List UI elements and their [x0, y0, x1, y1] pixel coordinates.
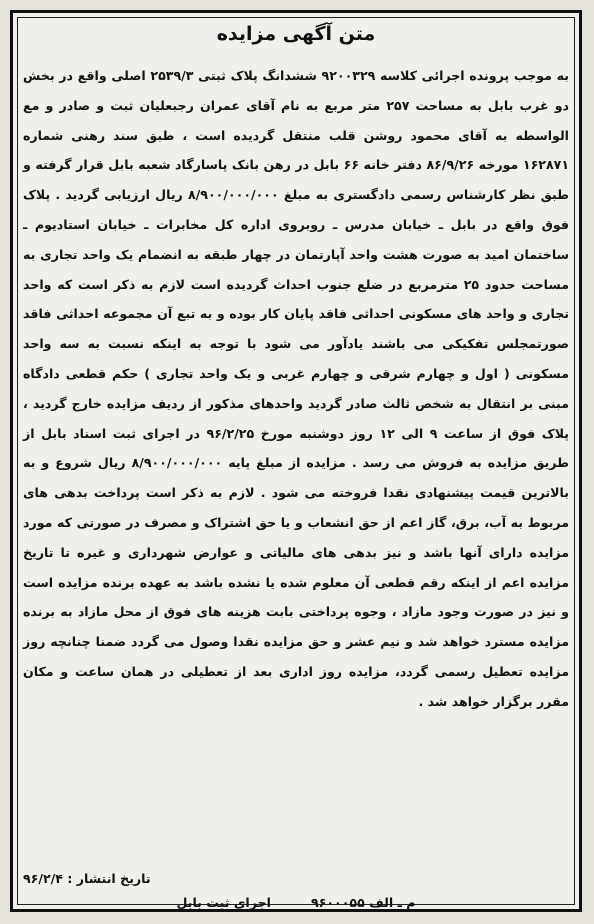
notice-code: م ـ الف ۹۶۰۰۰۵۵: [310, 895, 416, 910]
notice-frame: [10, 10, 582, 912]
notice-body: به موجب پرونده اجرائی کلاسه ۹۲۰۰۳۲۹ ششدانگ پلاک ثبتی ۲۵۳۹/۳ اصلی واقع در بخش دو غرب بابل به مساحت ۲۵۷ متر مربع به نام آقای عمران رجبعلیان ثبت و صادر و مع الواسطه به آقای محمود روشن قلب منتقل گردیده است ، طبق سند رهنی شماره ۱۶۲۸۷۱ مورخه ۸۶/۹/۲۶ دفتر خانه ۶۶ بابل در رهن بانک پاسارگاد شعبه بابل قرار گرفته و طبق نظر کارشناس رسمی دادگستری به مبلغ ۸/۹۰۰/۰۰۰/۰۰۰ ریال ارزیابی گردید . پلاک فوق واقع در بابل ـ خیابان مدرس ـ روبروی اداره کل مخابرات ـ خیابان استادیوم ـ ساختمان امید به صورت هشت واحد آپارتمان در چهار طبقه به انضمام یک واحد تجاری به مساحت حدود ۲۵ مترمربع در ضلع جنوب احداث گردیده است لازم به ذکر است که واحد تجاری و واحد های مسکونی احداثی فاقد پایان کار بوده و به تبع آن مجموعه احداثی فاقد صورتمجلس تفکیکی می باشند یادآور می شود با توجه به اینکه نسبت به سه واحد مسکونی ( اول و چهارم شرقی و چهارم غربی و یک واحد تجاری ) حکم قطعی دادگاه مبنی بر انتقال به شخص ثالث صادر گردید واحدهای مذکور از ردیف مزایده خارج گردید ، پلاک فوق از ساعت ۹ الی ۱۲ روز دوشنبه مورخ ۹۶/۲/۲۵ در اجرای ثبت اسناد بابل از طریق مزایده به فروش می رسد . مزایده از مبلغ پایه ۸/۹۰۰/۰۰۰/۰۰۰ ریال شروع و به بالاترین قیمت پیشنهادی نقدا فروخته می شود . لازم به ذکر است پرداخت بدهی های مربوط به آب، برق، گاز اعم از حق انشعاب و یا حق اشتراک و مصرف در صورتی که مورد مزایده دارای آنها باشد و نیز بدهی های مالیاتی و عوارض شهرداری و غیره تا تاریخ مزایده اعم از اینکه رقم قطعی آن معلوم شده یا نشده باشد به عهده برنده مزایده است و نیز در صورت وجود مازاد ، وجوه پرداختی بابت هزینه های فوق از محل مازاد به برنده مزایده مسترد خواهد شد و نیم عشر و حق مزایده نقدا وصول می گردد ضمنا چنانچه روز مزایده تعطیل رسمی گردد، مزایده روز اداری بعد از تعطیلی در همان ساعت و مکان مقرر برگزار خواهد شد .: [23, 68, 570, 709]
signature-row: [23, 895, 569, 919]
notice-footer: [23, 871, 569, 919]
notice-title: متن آگهی مزایده: [216, 23, 376, 45]
issuer-name: اجرای ثبت بابل: [176, 895, 271, 910]
publish-date: تاریخ انتشار : ۹۶/۲/۴: [23, 871, 151, 886]
publish-row: [23, 871, 569, 895]
